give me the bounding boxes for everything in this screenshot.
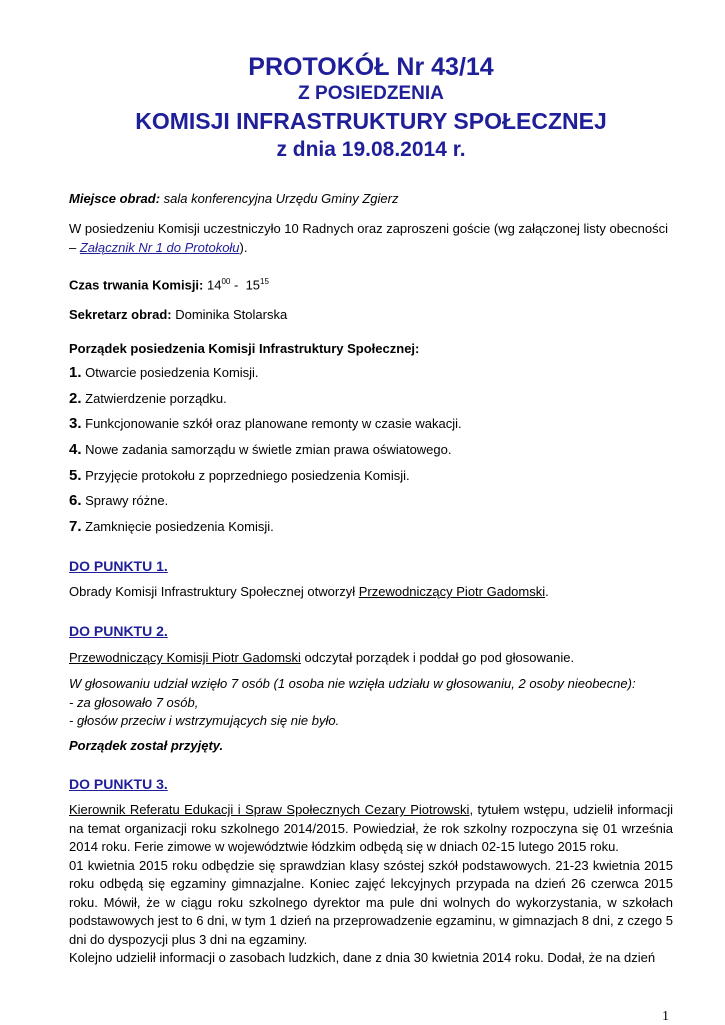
place-label: Miejsce obrad: — [69, 191, 161, 206]
vote-line: - za głosowało 7 osób, — [69, 694, 199, 710]
agenda-item — [69, 386, 673, 412]
agenda-item-text: Zatwierdzenie porządku. — [85, 390, 227, 406]
duration-label: Czas trwania Komisji: — [69, 277, 204, 293]
duration-start-minutes: 00 — [221, 277, 231, 286]
point2-result: Porządek został przyjęty. — [69, 738, 224, 753]
agenda-item — [69, 437, 673, 463]
point3-paragraph-1 — [69, 801, 673, 857]
agenda-list — [69, 360, 673, 540]
duration-line — [69, 273, 673, 295]
agenda-item — [69, 488, 673, 514]
agenda-item-number: 6. — [69, 492, 82, 510]
title-line-3: KOMISJI INFRASTRUKTURY SPOŁECZNEJ — [135, 108, 607, 134]
agenda-item-number: 5. — [69, 466, 82, 484]
vote-line: W głosowaniu udział wzięło 7 osób (1 osoba nie wzięła udziału w głosowaniu, 2 osoby nieobecne): — [69, 676, 636, 691]
point2-paragraph — [69, 649, 673, 668]
agenda-item-number: 1. — [69, 364, 82, 381]
agenda-item-number: 2. — [69, 389, 82, 407]
agenda-item-text: Otwarcie posiedzenia Komisji. — [85, 365, 259, 380]
document-title — [69, 52, 673, 164]
point1-text-end: . — [545, 584, 549, 599]
point3-heading: DO PUNKTU 3. — [69, 776, 168, 792]
agenda-item — [69, 463, 673, 489]
point3-paragraph-2: 01 kwietnia 2015 roku odbędzie się sprawdzian klasy szóstej szkół podstawowych. 21-23 kwietnia 2015 roku odbędą się egzaminy gimnazjalne. Koniec zajęć lekcyjnych przypada na dzień 26 czerwca 2015 roku. Mówił, że w ciągu roku szkolnego dyrektor ma pule dni wolnych do wykorzystania, w szkołach podstawowych jest to 6 dni, w tym 1 dzień na przeprowadzenie egzaminu, w gimnazjach 8 dni, z czego 5 dni do dyspozycji plus 3 dni na egzaminy. — [69, 857, 673, 947]
point2-vote — [69, 675, 673, 731]
point1-paragraph — [69, 583, 673, 602]
vote-line: - głosów przeciw i wstrzymujących się nie było. — [69, 713, 340, 728]
point3-person: Kierownik Referatu Edukacji i Spraw Społecznych Cezary Piotrowski — [69, 802, 470, 817]
duration-start: 14 — [207, 277, 222, 293]
attendance-paragraph — [69, 220, 673, 257]
attendance-suffix: ). — [239, 239, 248, 255]
title-line-1: PROTOKÓŁ Nr 43/14 — [248, 53, 494, 81]
agenda-item-number: 7. — [69, 518, 82, 536]
attachment-link[interactable]: Załącznik Nr 1 do Protokołu — [79, 239, 240, 255]
agenda-item-number: 4. — [69, 441, 82, 459]
agenda-item — [69, 514, 673, 540]
point1-heading: DO PUNKTU 1. — [69, 558, 168, 574]
point1-text: Obrady Komisji Infrastruktury Społecznej otworzył — [69, 584, 359, 599]
secretary-line — [69, 306, 673, 325]
agenda-item-text: Przyjęcie protokołu z poprzedniego posiedzenia Komisji. — [85, 467, 410, 483]
point3-paragraph-3: Kolejno udzielił informacji o zasobach ludzkich, dane z dnia 30 kwietnia 2014 roku. Dodał, że na dzień — [69, 950, 656, 965]
agenda-item-text: Zamknięcie posiedzenia Komisji. — [85, 519, 274, 535]
agenda-item-number: 3. — [69, 415, 82, 433]
agenda-item — [69, 411, 673, 437]
place-line — [69, 190, 673, 209]
secretary-label: Sekretarz obrad: — [69, 307, 172, 322]
secretary-value: Dominika Stolarska — [175, 307, 288, 322]
page-number: 1 — [662, 1009, 669, 1024]
title-line-4: z dnia 19.08.2014 r. — [276, 138, 466, 161]
point2-heading: DO PUNKTU 2. — [69, 623, 168, 639]
duration-end: 15 — [245, 277, 261, 293]
title-line-2: Z POSIEDZENIA — [298, 83, 444, 104]
place-value: sala konferencyjna Urzędu Gminy Zgierz — [163, 191, 399, 206]
point3-body — [69, 801, 673, 968]
point3-text: , tytułem wstępu, udzielił informacji na temat organizacji roku szkolnego 2014/2015. Powiedział, że rok szkolny rozpoczyna się 01 września 2014 roku. Ferie zimowe w województwie łódzkim odbędą się w dniach 02-15 lutego 2015 roku. — [69, 802, 673, 854]
point1-person: Przewodniczący Piotr Gadomski — [358, 584, 546, 599]
agenda-item-text: Nowe zadania samorządu w świetle zmian prawa oświatowego. — [85, 442, 452, 458]
duration-separator: - — [230, 277, 242, 293]
point2-person: Przewodniczący Komisji Piotr Gadomski — [69, 650, 301, 665]
agenda-heading: Porządek posiedzenia Komisji Infrastruktury Społecznej: — [69, 341, 420, 356]
agenda-item-text: Funkcjonowanie szkół oraz planowane remonty w czasie wakacji. — [85, 416, 462, 432]
document-page — [69, 52, 673, 965]
point2-text: odczytał porządek i poddał go pod głosowanie. — [300, 650, 575, 665]
attendance-text: W posiedzeniu Komisji uczestniczyło 10 Radnych oraz zaproszeni goście (wg załączonej listy obecności – — [69, 221, 669, 255]
agenda-item-text: Sprawy różne. — [85, 493, 169, 509]
duration-end-minutes: 15 — [260, 277, 269, 286]
agenda-item — [69, 360, 673, 386]
